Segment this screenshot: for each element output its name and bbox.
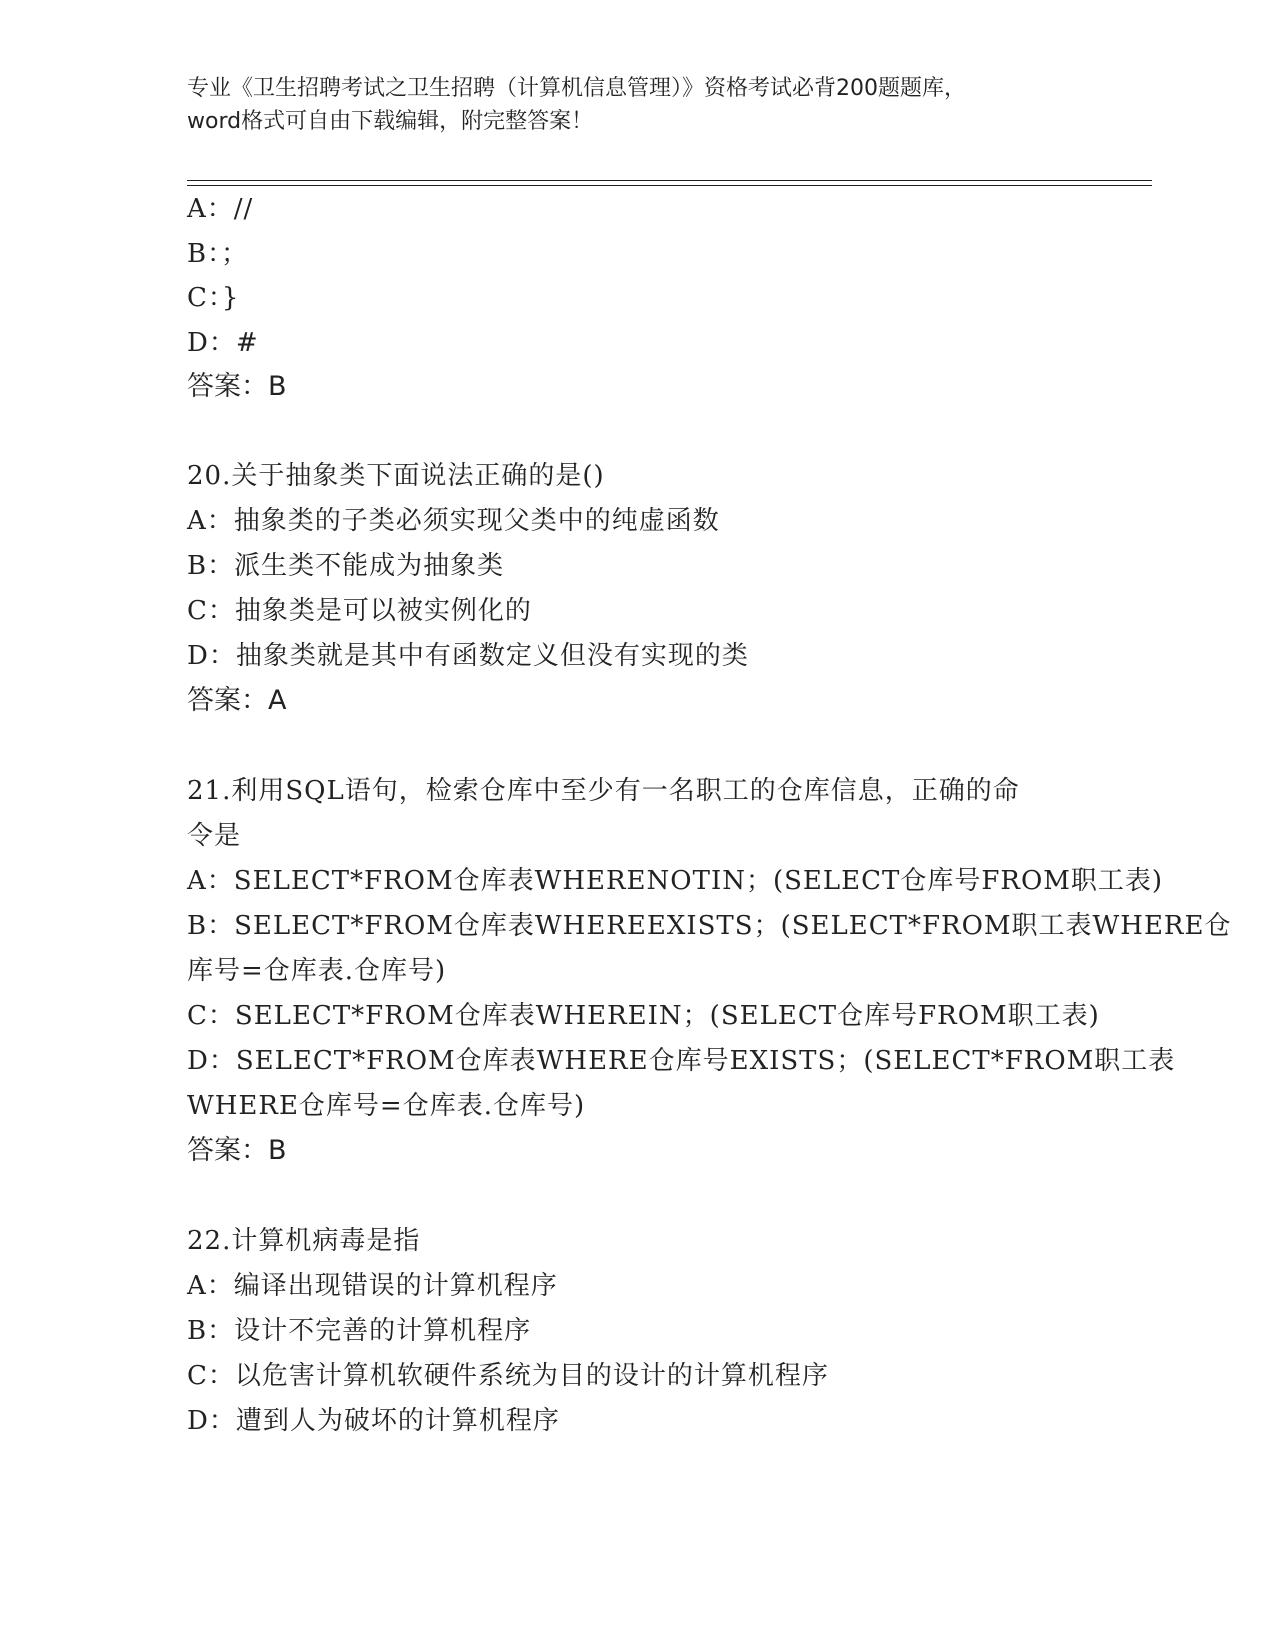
q19-answer: 答案：B xyxy=(187,371,287,402)
q19-option-a: A：// xyxy=(187,194,254,224)
q21-option-c: C：SELECT*FROM仓库表WHEREIN；(SELECT仓库号FROM职工表) xyxy=(187,1001,1100,1031)
q22-option-b: B：设计不完善的计算机程序 xyxy=(187,1316,532,1346)
q20-option-c: C：抽象类是可以被实例化的 xyxy=(187,596,532,626)
q19-option-c: C：} xyxy=(187,283,240,313)
q21-option-d-line-1: D：SELECT*FROM仓库表WHERE仓库号EXISTS；(SELECT*FROM职工表 xyxy=(187,1046,1176,1076)
q21-question-line-2: 令是 xyxy=(187,821,242,851)
q19-option-d: D：# xyxy=(187,328,259,358)
q21-option-a: A：SELECT*FROM仓库表WHERENOTIN；(SELECT仓库号FROM职工表) xyxy=(187,866,1164,896)
q21-option-b-line-1: B：SELECT*FROM仓库表WHEREEXISTS；(SELECT*FROM职工表WHERE仓 xyxy=(187,911,1232,941)
q20-option-b: B：派生类不能成为抽象类 xyxy=(187,551,505,581)
q20-answer: 答案：A xyxy=(187,685,287,716)
q22-option-c: C：以危害计算机软硬件系统为目的设计的计算机程序 xyxy=(187,1361,829,1391)
header-line-2: word格式可自由下载编辑，附完整答案！ xyxy=(187,109,594,134)
q21-option-b-line-2: 库号=仓库表.仓库号) xyxy=(187,956,447,986)
q20-question: 20.关于抽象类下面说法正确的是() xyxy=(187,461,605,491)
q21-answer: 答案：B xyxy=(187,1135,287,1166)
q21-question-line-1: 21.利用SQL语句，检索仓库中至少有一名职工的仓库信息，正确的命 xyxy=(187,776,1020,806)
q22-option-a: A：编译出现错误的计算机程序 xyxy=(187,1271,558,1301)
header-divider-top xyxy=(187,180,1152,181)
q20-option-d: D：抽象类就是其中有函数定义但没有实现的类 xyxy=(187,641,749,671)
document-header xyxy=(187,72,1087,138)
q19-option-b: B：； xyxy=(187,239,249,269)
q21-option-d-line-2: WHERE仓库号=仓库表.仓库号) xyxy=(187,1091,586,1121)
q22-question: 22.计算机病毒是指 xyxy=(187,1226,421,1256)
header-line-1: 专业《卫生招聘考试之卫生招聘（计算机信息管理）》资格考试必背200题题库， xyxy=(187,76,966,101)
q20-option-a: A：抽象类的子类必须实现父类中的纯虚函数 xyxy=(187,506,720,536)
q22-option-d: D：遭到人为破坏的计算机程序 xyxy=(187,1406,560,1436)
header-divider-bottom xyxy=(187,185,1152,186)
